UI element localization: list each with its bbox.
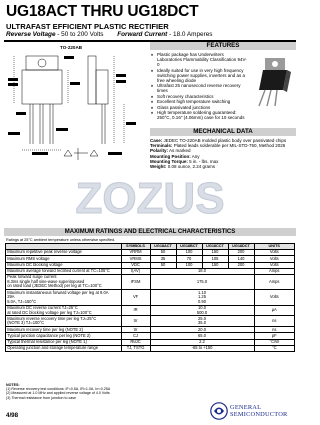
unit-cell: °C: [254, 345, 295, 351]
note-item: (1) Reverse recovery test conditions: IF=0.5A, IR=1.0A, Irr=0.25A: [6, 387, 111, 392]
column-header: UG18CCT: [202, 244, 228, 250]
value-cell: 200: [228, 250, 254, 256]
feature-item: ♦ Plastic package has Underwriters Laboratories Flammability Classification 94V-0: [150, 52, 248, 67]
reverse-voltage-label: Reverse Voltage: [6, 31, 56, 38]
param-cell: Maximum DC blocking voltage: [6, 262, 122, 268]
mech-row-weight: [150, 164, 296, 169]
value-cell: -65 to +150: [150, 345, 254, 351]
value-cell: 2.2: [150, 339, 254, 345]
column-header: SYMBOLS: [121, 244, 150, 250]
package-label: TO-220AB: [60, 45, 83, 50]
table-row: [6, 316, 295, 327]
value-cell: 140: [228, 256, 254, 262]
watermark-text: ZOZUS: [75, 175, 225, 221]
company-name-line2: SEMICONDUCTOR: [230, 411, 288, 418]
max-ratings-note: Ratings at 25°C ambient temperature unless otherwise specified.: [6, 238, 116, 242]
table-row: [6, 290, 295, 305]
column-header: UG18DCT: [228, 244, 254, 250]
value-cell: 200: [228, 262, 254, 268]
value-cell: 35: [150, 256, 176, 262]
column-header: UG18ACT: [150, 244, 176, 250]
mech-label: Polarity:: [150, 148, 169, 154]
param-cell: Maximum RMS voltage: [6, 256, 122, 262]
mech-value: Plated leads solderable per MIL-STD-750, Method 2026: [173, 143, 286, 149]
unit-cell: Volts: [254, 250, 295, 256]
table-row: [6, 305, 295, 316]
value-cell: 150: [202, 262, 228, 268]
value-cell: 70: [176, 256, 202, 262]
feature-item: ♦ Ideally suited for use in very high frequency switching power supplies, inverters and as a free wheeling diode: [150, 68, 248, 83]
unit-cell: Volts: [254, 256, 295, 262]
package-photo: [249, 56, 295, 108]
company-logo: [210, 400, 300, 422]
param-cell: Maximum repetitive peak reverse voltage: [6, 250, 122, 256]
mech-label: Mounting Torque:: [150, 158, 188, 164]
mech-value: 5 in. - lbs. max: [189, 158, 219, 164]
reverse-voltage: [6, 31, 103, 38]
value-cell: 20.0: [150, 327, 254, 333]
symbol-cell: RθJC: [121, 339, 150, 345]
unit-cell: °C/W: [254, 339, 295, 345]
package-outline-drawing: [4, 52, 148, 164]
datasheet-subtitle: ULTRAFAST EFFICIENT PLASTIC RECTIFIER: [6, 22, 169, 31]
unit-cell: Volts: [254, 262, 295, 268]
notes: [6, 383, 296, 400]
feature-item: ♦ Soft recovery characteristics: [150, 94, 248, 99]
param-cell: Maximum instantaneous forward voltage per leg at 9.0A 29A 5.0A, TJ=150°C: [6, 290, 122, 305]
feature-item: ♦ High temperature soldering guaranteed: 250°C, 0.16" (4.06mm) case for 10 seconds: [150, 110, 248, 120]
note-item: (3) Thermal resistance from junction to case: [6, 395, 77, 400]
param-cell: Maximum reverse recovery time per leg TJ=25°C (NOTE 3) TJ=100°C: [6, 316, 122, 327]
value-cell: 25.0 35.0: [150, 316, 254, 327]
symbol-cell: IR: [121, 305, 150, 316]
symbol-cell: VF: [121, 290, 150, 305]
mech-value: 0.08 ounce, 2.24 grams: [167, 164, 215, 170]
symbol-cell: trr: [121, 327, 150, 333]
param-cell: Typical junction capacitance per leg (NOTE 2): [6, 333, 122, 339]
mechanical-data: [150, 138, 296, 169]
unit-cell: Amps: [254, 268, 295, 274]
mech-label: Weight:: [150, 164, 167, 170]
max-ratings-table: [5, 243, 295, 352]
param-cell: Maximum average forward rectified current at TC=105°C: [6, 268, 122, 274]
watermark: [20, 175, 280, 221]
forward-current: [117, 31, 212, 38]
value-cell: 150: [202, 250, 228, 256]
forward-current-value: - 18.0 Amperes: [169, 31, 213, 38]
value-cell: 50: [150, 262, 176, 268]
features-list: [150, 52, 248, 121]
mechanical-data-heading: MECHANICAL DATA: [150, 128, 296, 136]
page-number: 4/98: [6, 412, 19, 419]
table-row: [6, 345, 295, 351]
note-item: (2) Measured at 1.0 MHz and applied reverse voltage of 4.0 Volts: [6, 391, 110, 396]
param-cell: Operating junction and storage temperature range: [6, 345, 122, 351]
reverse-voltage-value: - 50 to 200 Volts: [57, 31, 104, 38]
datasheet-title: UG18ACT THRU UG18DCT: [6, 3, 199, 20]
value-cell: 18.0: [150, 268, 254, 274]
value-cell: 100: [176, 250, 202, 256]
param-cell: Typical thermal resistance per leg (NOTE 1): [6, 339, 122, 345]
mech-label: Mounting Position:: [150, 153, 191, 159]
max-ratings-heading: MAXIMUM RATINGS AND ELECTRICAL CHARACTERISTICS: [4, 228, 296, 236]
features-heading: FEATURES: [150, 42, 296, 50]
feature-item: ♦ Ultrafast 25 nanosecond reverse recovery times: [150, 83, 248, 93]
symbol-cell: TJ, TSTG: [121, 345, 150, 351]
column-header: UG18BCT: [176, 244, 202, 250]
feature-item: ♦ Excellent high temperature switching: [150, 99, 248, 104]
value-cell: 175.0: [150, 274, 254, 289]
unit-cell: ns: [254, 316, 295, 327]
forward-current-label: Forward Current: [117, 31, 168, 38]
value-cell: 65.0: [150, 333, 254, 339]
unit-cell: pF: [254, 333, 295, 339]
param-cell: Maximum recovery time per leg (NOTE 2): [6, 327, 122, 333]
param-cell: Peak forward surge current 8.3ms single half sine-wave superimposed on rated load (JEDEC Method) per leg at TC=100°C: [6, 274, 122, 289]
param-cell: Maximum DC reverse current TJ=25°C at rated DC blocking voltage per leg TJ=100°C: [6, 305, 122, 316]
notes-heading: NOTES:: [6, 383, 20, 387]
company-name: [230, 404, 288, 418]
symbol-cell: CJ: [121, 333, 150, 339]
symbol-cell: VRMS: [121, 256, 150, 262]
value-cell: 100: [176, 262, 202, 268]
mech-value: As marked: [169, 148, 191, 154]
company-logo-icon: [210, 402, 228, 420]
value-cell: 1.10 1.25 0.90: [150, 290, 254, 305]
unit-cell: Amps: [254, 274, 295, 289]
feature-item: ♦ Glass passivated junctions: [150, 105, 248, 110]
symbol-cell: VRRM: [121, 250, 150, 256]
symbol-cell: trr: [121, 316, 150, 327]
unit-cell: Volts: [254, 290, 295, 305]
value-cell: 105: [202, 256, 228, 262]
symbol-cell: IFSM: [121, 274, 150, 289]
table-row: [6, 274, 295, 289]
mech-value: Any: [191, 153, 200, 159]
mech-label: Terminals:: [150, 143, 173, 149]
mech-label: Case:: [150, 138, 163, 143]
symbol-cell: VDC: [121, 262, 150, 268]
mech-value: JEDEC TO-220AB molded plastic body over passivated chips: [163, 138, 287, 143]
value-cell: 50: [150, 250, 176, 256]
symbol-cell: I(AV): [121, 268, 150, 274]
unit-cell: ns: [254, 327, 295, 333]
company-name-line1: GENERAL: [230, 404, 262, 411]
column-header: UNITS: [254, 244, 295, 250]
unit-cell: µA: [254, 305, 295, 316]
headline-ratings: [6, 31, 212, 38]
value-cell: 10.0 500.0: [150, 305, 254, 316]
